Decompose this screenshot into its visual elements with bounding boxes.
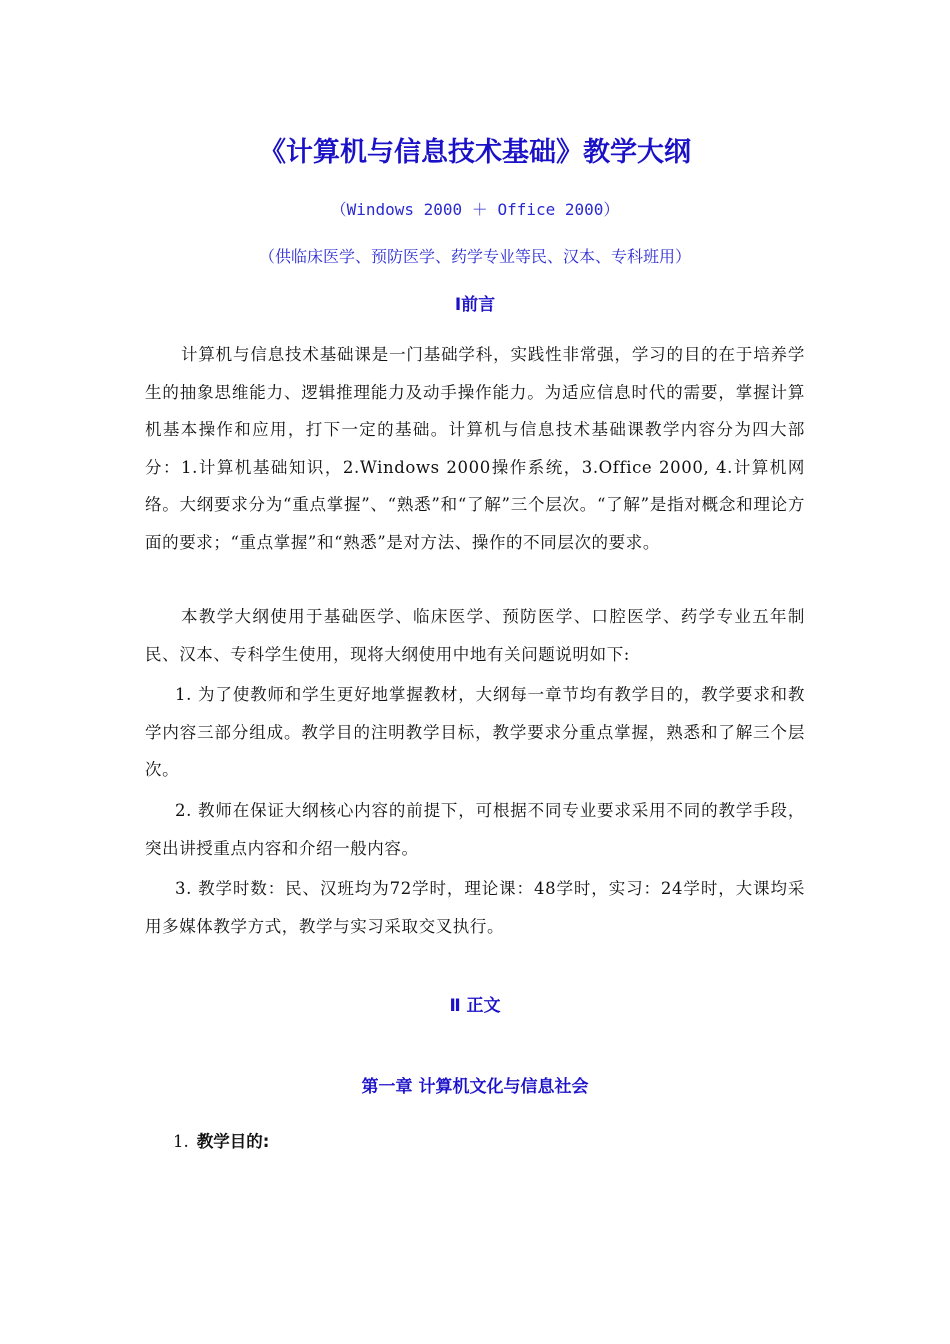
preface-paragraph-1: 计算机与信息技术基础课是一门基础学科，实践性非常强，学习的目的在于培养学生的抽象思维能力、逻辑推理能力及动手操作能力。为适应信息时代的需要，掌握计算机基本操作和应用，打下一定的基础。计算机与信息技术基础课教学内容分为四大部分：1.计算机基础知识，2.Windows 2000操作系统，3.Office 2000, 4.计算机网络。大纲要求分为“重点掌握”、“熟悉”和“了解”三个层次。“了解”是指对概念和理论方面的要求；“重点掌握”和“熟悉”是对方法、操作的不同层次的要求。 [145, 345, 805, 552]
document-title: 《计算机与信息技术基础》教学大纲 [259, 137, 691, 168]
preface-paragraph-2: 本教学大纲使用于基础医学、临床医学、预防医学、口腔医学、药学专业五年制民、汉本、专科学生使用，现将大纲使用中地有关问题说明如下: [145, 607, 805, 664]
teaching-aim-label: 教学目的: [196, 1132, 270, 1151]
preface-item-3: 3. 教学时数：民、汉班均为72学时，理论课：48学时，实习：24学时，大课均采用多媒体教学方式，教学与实习采取交叉执行。 [145, 879, 805, 936]
subtitle-audience: （供临床医学、预防医学、药学专业等民、汉本、专科班用） [258, 247, 691, 266]
chapter-1-heading: 第一章 计算机文化与信息社会 [361, 1077, 589, 1097]
preface-heading: Ⅰ前言 [454, 295, 496, 315]
preface-item-1: 1. 为了使教师和学生更好地掌握教材，大纲每一章节均有教学目的，教学要求和教学内容三部分组成。教学目的注明教学目标，教学要求分重点掌握，熟悉和了解三个层次。 [145, 685, 805, 779]
body-heading: Ⅱ 正文 [449, 996, 501, 1016]
teaching-aim-number: 1. [173, 1132, 189, 1151]
preface-item-2: 2. 教师在保证大纲核心内容的前提下，可根据不同专业要求采用不同的教学手段，突出讲授重点内容和介绍一般内容。 [145, 801, 805, 858]
chapter-1-teaching-aim [173, 1127, 269, 1157]
subtitle-version: （Windows 2000 ＋ Office 2000） [330, 200, 620, 219]
